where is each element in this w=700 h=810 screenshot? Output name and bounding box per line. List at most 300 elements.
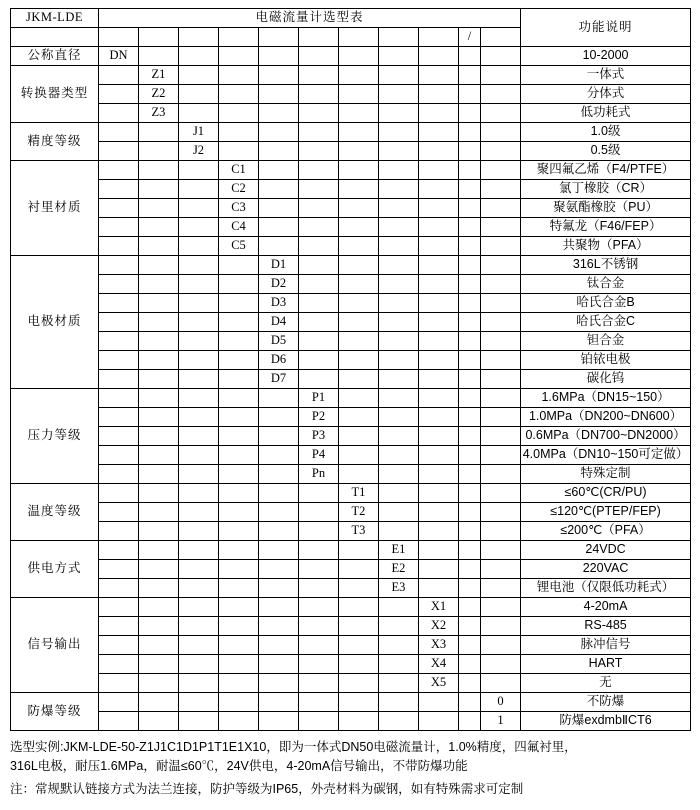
empty-cell bbox=[419, 541, 459, 560]
option-code[interactable]: D1 bbox=[259, 256, 299, 275]
category-label: 公称直径 bbox=[11, 47, 99, 66]
empty-cell bbox=[99, 484, 139, 503]
placeholder-box[interactable] bbox=[339, 28, 379, 47]
empty-cell bbox=[259, 712, 299, 731]
empty-cell bbox=[379, 522, 419, 541]
empty-cell bbox=[379, 237, 419, 256]
empty-cell bbox=[299, 332, 339, 351]
empty-cell bbox=[481, 66, 521, 85]
empty-cell bbox=[419, 560, 459, 579]
empty-cell bbox=[99, 256, 139, 275]
option-code[interactable]: C3 bbox=[219, 199, 259, 218]
empty-cell bbox=[339, 370, 379, 389]
empty-cell bbox=[219, 674, 259, 693]
empty-cell bbox=[419, 370, 459, 389]
empty-cell bbox=[379, 161, 419, 180]
option-description: 316L不锈钢 bbox=[521, 256, 691, 275]
category-label: 信号输出 bbox=[11, 598, 99, 693]
empty-cell bbox=[299, 655, 339, 674]
empty-cell bbox=[481, 85, 521, 104]
empty-cell bbox=[259, 484, 299, 503]
empty-cell bbox=[179, 237, 219, 256]
empty-cell bbox=[339, 294, 379, 313]
option-description: 4-20mA bbox=[521, 598, 691, 617]
empty-cell bbox=[481, 503, 521, 522]
empty-cell bbox=[259, 541, 299, 560]
option-code[interactable]: DN bbox=[99, 47, 139, 66]
slash-spacer bbox=[459, 123, 481, 142]
empty-cell bbox=[139, 351, 179, 370]
empty-cell bbox=[139, 408, 179, 427]
empty-cell bbox=[299, 560, 339, 579]
empty-cell bbox=[259, 161, 299, 180]
option-description: 哈氏合金B bbox=[521, 294, 691, 313]
option-code[interactable]: C4 bbox=[219, 218, 259, 237]
option-code[interactable]: J2 bbox=[179, 142, 219, 161]
table-row bbox=[11, 47, 691, 66]
option-code[interactable]: D4 bbox=[259, 313, 299, 332]
empty-cell bbox=[259, 66, 299, 85]
table-row bbox=[11, 104, 691, 123]
option-code[interactable]: X3 bbox=[419, 636, 459, 655]
option-code[interactable]: D5 bbox=[259, 332, 299, 351]
placeholder-box[interactable] bbox=[259, 28, 299, 47]
description-header: 功能说明 bbox=[521, 9, 691, 47]
empty-cell bbox=[299, 636, 339, 655]
slash-spacer bbox=[459, 389, 481, 408]
table-row bbox=[11, 313, 691, 332]
option-description: 220VAC bbox=[521, 560, 691, 579]
empty-cell bbox=[299, 484, 339, 503]
empty-cell bbox=[419, 522, 459, 541]
empty-cell bbox=[339, 408, 379, 427]
empty-cell bbox=[339, 541, 379, 560]
empty-cell bbox=[299, 541, 339, 560]
empty-cell bbox=[219, 313, 259, 332]
empty-cell bbox=[139, 655, 179, 674]
option-description: 氯丁橡胶（CR） bbox=[521, 180, 691, 199]
empty-cell bbox=[139, 370, 179, 389]
empty-cell bbox=[481, 579, 521, 598]
empty-cell bbox=[219, 142, 259, 161]
option-code[interactable]: C1 bbox=[219, 161, 259, 180]
slash-spacer bbox=[459, 636, 481, 655]
table-row bbox=[11, 674, 691, 693]
empty-cell bbox=[339, 332, 379, 351]
empty-cell bbox=[299, 712, 339, 731]
empty-cell bbox=[179, 427, 219, 446]
option-code[interactable]: X1 bbox=[419, 598, 459, 617]
placeholder-box[interactable] bbox=[99, 28, 139, 47]
table-row bbox=[11, 142, 691, 161]
option-description: 共聚物（PFA） bbox=[521, 237, 691, 256]
empty-cell bbox=[259, 85, 299, 104]
empty-cell bbox=[481, 123, 521, 142]
empty-cell bbox=[339, 579, 379, 598]
empty-cell bbox=[379, 85, 419, 104]
empty-cell bbox=[339, 655, 379, 674]
slash-spacer bbox=[459, 541, 481, 560]
empty-cell bbox=[179, 351, 219, 370]
category-label: 温度等级 bbox=[11, 484, 99, 541]
table-row bbox=[11, 180, 691, 199]
table-row bbox=[11, 579, 691, 598]
option-description: ≤120℃(PTEP/FEP) bbox=[521, 503, 691, 522]
option-code[interactable]: Z2 bbox=[139, 85, 179, 104]
option-code[interactable]: J1 bbox=[179, 123, 219, 142]
empty-cell bbox=[219, 47, 259, 66]
empty-cell bbox=[99, 161, 139, 180]
empty-cell bbox=[179, 636, 219, 655]
footer-line-3: 注：常规默认链接方式为法兰连接，防护等级为IP65，外壳材料为碳钢，如有特殊需求可定制 bbox=[10, 781, 524, 796]
empty-cell bbox=[339, 66, 379, 85]
option-code[interactable]: P1 bbox=[299, 389, 339, 408]
empty-cell bbox=[259, 389, 299, 408]
empty-cell bbox=[419, 408, 459, 427]
slash-spacer bbox=[459, 674, 481, 693]
empty-cell bbox=[299, 218, 339, 237]
empty-cell bbox=[259, 617, 299, 636]
empty-cell bbox=[219, 541, 259, 560]
empty-cell bbox=[379, 180, 419, 199]
empty-cell bbox=[419, 123, 459, 142]
empty-cell bbox=[99, 636, 139, 655]
option-description: 钛合金 bbox=[521, 275, 691, 294]
option-code[interactable]: E2 bbox=[379, 560, 419, 579]
empty-cell bbox=[99, 237, 139, 256]
slash-spacer bbox=[459, 693, 481, 712]
slash-spacer bbox=[459, 275, 481, 294]
empty-cell bbox=[379, 47, 419, 66]
category-label: 转换器类型 bbox=[11, 66, 99, 123]
empty-cell bbox=[379, 142, 419, 161]
option-description: RS-485 bbox=[521, 617, 691, 636]
slash-spacer bbox=[459, 560, 481, 579]
empty-cell bbox=[339, 85, 379, 104]
empty-cell bbox=[219, 66, 259, 85]
option-description: 1.0级 bbox=[521, 123, 691, 142]
empty-cell bbox=[481, 522, 521, 541]
option-description: 0.5级 bbox=[521, 142, 691, 161]
placeholder-box[interactable] bbox=[299, 28, 339, 47]
option-code[interactable]: P4 bbox=[299, 446, 339, 465]
empty-cell bbox=[139, 180, 179, 199]
empty-cell bbox=[299, 85, 339, 104]
table-row bbox=[11, 484, 691, 503]
empty-cell bbox=[379, 617, 419, 636]
empty-cell bbox=[299, 522, 339, 541]
empty-cell bbox=[99, 218, 139, 237]
footer-notes bbox=[10, 738, 690, 799]
empty-cell bbox=[219, 256, 259, 275]
empty-cell bbox=[379, 712, 419, 731]
table-row bbox=[11, 560, 691, 579]
empty-cell bbox=[419, 275, 459, 294]
empty-cell bbox=[379, 693, 419, 712]
empty-cell bbox=[139, 47, 179, 66]
option-code[interactable]: C5 bbox=[219, 237, 259, 256]
table-row bbox=[11, 256, 691, 275]
option-description: 不防爆 bbox=[521, 693, 691, 712]
empty-cell bbox=[259, 47, 299, 66]
empty-cell bbox=[379, 503, 419, 522]
option-code[interactable]: Z3 bbox=[139, 104, 179, 123]
empty-cell bbox=[259, 598, 299, 617]
option-code[interactable]: T2 bbox=[339, 503, 379, 522]
empty-cell bbox=[99, 66, 139, 85]
empty-cell bbox=[481, 408, 521, 427]
empty-cell bbox=[379, 598, 419, 617]
option-code[interactable]: Pn bbox=[299, 465, 339, 484]
empty-cell bbox=[219, 465, 259, 484]
model-code-cell: JKM-LDE bbox=[11, 9, 99, 28]
option-description: ≤60℃(CR/PU) bbox=[521, 484, 691, 503]
empty-cell bbox=[99, 408, 139, 427]
empty-cell bbox=[259, 427, 299, 446]
option-code[interactable]: D6 bbox=[259, 351, 299, 370]
placeholder-spacer bbox=[11, 28, 99, 47]
empty-cell bbox=[179, 180, 219, 199]
empty-cell bbox=[259, 199, 299, 218]
selection-table bbox=[10, 8, 691, 731]
empty-cell bbox=[299, 237, 339, 256]
slash-spacer bbox=[459, 294, 481, 313]
empty-cell bbox=[481, 636, 521, 655]
option-description: 10-2000 bbox=[521, 47, 691, 66]
slash-spacer bbox=[459, 617, 481, 636]
empty-cell bbox=[339, 104, 379, 123]
option-description: 一体式 bbox=[521, 66, 691, 85]
option-code[interactable]: X4 bbox=[419, 655, 459, 674]
empty-cell bbox=[259, 579, 299, 598]
empty-cell bbox=[139, 712, 179, 731]
empty-cell bbox=[339, 313, 379, 332]
option-code[interactable]: E1 bbox=[379, 541, 419, 560]
empty-cell bbox=[419, 693, 459, 712]
empty-cell bbox=[139, 256, 179, 275]
table-row bbox=[11, 218, 691, 237]
empty-cell bbox=[219, 579, 259, 598]
empty-cell bbox=[481, 199, 521, 218]
table-row bbox=[11, 294, 691, 313]
placeholder-box[interactable] bbox=[419, 28, 459, 47]
empty-cell bbox=[139, 332, 179, 351]
empty-cell bbox=[481, 484, 521, 503]
empty-cell bbox=[139, 503, 179, 522]
empty-cell bbox=[481, 180, 521, 199]
empty-cell bbox=[379, 351, 419, 370]
category-label: 衬里材质 bbox=[11, 161, 99, 256]
table-row bbox=[11, 503, 691, 522]
option-description: 1.0MPa（DN200~DN600） bbox=[521, 408, 691, 427]
empty-cell bbox=[219, 598, 259, 617]
empty-cell bbox=[179, 408, 219, 427]
placeholder-box[interactable] bbox=[219, 28, 259, 47]
table-row bbox=[11, 275, 691, 294]
option-description: HART bbox=[521, 655, 691, 674]
empty-cell bbox=[339, 123, 379, 142]
empty-cell bbox=[139, 142, 179, 161]
empty-cell bbox=[179, 104, 219, 123]
slash-spacer bbox=[459, 522, 481, 541]
option-code[interactable]: Z1 bbox=[139, 66, 179, 85]
empty-cell bbox=[481, 256, 521, 275]
option-description: 防爆exdmbⅡCT6 bbox=[521, 712, 691, 731]
empty-cell bbox=[299, 66, 339, 85]
empty-cell bbox=[219, 560, 259, 579]
placeholder-box[interactable] bbox=[139, 28, 179, 47]
empty-cell bbox=[179, 465, 219, 484]
empty-cell bbox=[99, 142, 139, 161]
empty-cell bbox=[379, 465, 419, 484]
option-code[interactable]: P3 bbox=[299, 427, 339, 446]
empty-cell bbox=[259, 408, 299, 427]
option-description: 聚氨酯橡胶（PU） bbox=[521, 199, 691, 218]
option-code[interactable]: T1 bbox=[339, 484, 379, 503]
empty-cell bbox=[179, 503, 219, 522]
option-code[interactable]: D2 bbox=[259, 275, 299, 294]
slash-spacer bbox=[459, 180, 481, 199]
empty-cell bbox=[419, 465, 459, 484]
empty-cell bbox=[139, 579, 179, 598]
empty-cell bbox=[379, 275, 419, 294]
option-code[interactable]: X5 bbox=[419, 674, 459, 693]
empty-cell bbox=[379, 332, 419, 351]
empty-cell bbox=[139, 389, 179, 408]
empty-cell bbox=[179, 332, 219, 351]
empty-cell bbox=[481, 560, 521, 579]
empty-cell bbox=[139, 123, 179, 142]
placeholder-box[interactable] bbox=[379, 28, 419, 47]
empty-cell bbox=[179, 617, 219, 636]
option-code[interactable]: 0 bbox=[481, 693, 521, 712]
empty-cell bbox=[419, 237, 459, 256]
slash-spacer bbox=[459, 446, 481, 465]
empty-cell bbox=[379, 313, 419, 332]
empty-cell bbox=[99, 427, 139, 446]
empty-cell bbox=[139, 693, 179, 712]
empty-cell bbox=[219, 351, 259, 370]
empty-cell bbox=[419, 256, 459, 275]
category-label: 电极材质 bbox=[11, 256, 99, 389]
empty-cell bbox=[259, 560, 299, 579]
empty-cell bbox=[339, 712, 379, 731]
empty-cell bbox=[299, 142, 339, 161]
option-description: 24VDC bbox=[521, 541, 691, 560]
slash-spacer bbox=[459, 66, 481, 85]
table-row bbox=[11, 408, 691, 427]
empty-cell bbox=[339, 199, 379, 218]
empty-cell bbox=[259, 104, 299, 123]
table-row bbox=[11, 465, 691, 484]
empty-cell bbox=[481, 465, 521, 484]
empty-cell bbox=[299, 313, 339, 332]
empty-cell bbox=[99, 332, 139, 351]
slash-spacer bbox=[459, 85, 481, 104]
empty-cell bbox=[139, 161, 179, 180]
slash-spacer bbox=[459, 47, 481, 66]
empty-cell bbox=[259, 180, 299, 199]
empty-cell bbox=[339, 598, 379, 617]
empty-cell bbox=[299, 294, 339, 313]
empty-cell bbox=[179, 199, 219, 218]
empty-cell bbox=[379, 123, 419, 142]
option-code[interactable]: P2 bbox=[299, 408, 339, 427]
empty-cell bbox=[219, 408, 259, 427]
empty-cell bbox=[219, 275, 259, 294]
empty-cell bbox=[139, 560, 179, 579]
empty-cell bbox=[99, 655, 139, 674]
empty-cell bbox=[419, 142, 459, 161]
empty-cell bbox=[379, 104, 419, 123]
table-row bbox=[11, 427, 691, 446]
placeholder-box[interactable] bbox=[481, 28, 521, 47]
empty-cell bbox=[379, 294, 419, 313]
option-code[interactable]: E3 bbox=[379, 579, 419, 598]
empty-cell bbox=[139, 275, 179, 294]
empty-cell bbox=[339, 446, 379, 465]
empty-cell bbox=[299, 256, 339, 275]
table-row bbox=[11, 389, 691, 408]
empty-cell bbox=[339, 275, 379, 294]
empty-cell bbox=[419, 503, 459, 522]
empty-cell bbox=[481, 427, 521, 446]
empty-cell bbox=[339, 465, 379, 484]
empty-cell bbox=[419, 484, 459, 503]
empty-cell bbox=[99, 351, 139, 370]
empty-cell bbox=[481, 389, 521, 408]
slash-spacer bbox=[459, 256, 481, 275]
empty-cell bbox=[419, 66, 459, 85]
option-code[interactable]: D3 bbox=[259, 294, 299, 313]
table-row bbox=[11, 332, 691, 351]
empty-cell bbox=[481, 237, 521, 256]
empty-cell bbox=[379, 408, 419, 427]
slash-spacer bbox=[459, 465, 481, 484]
empty-cell bbox=[379, 484, 419, 503]
table-row bbox=[11, 541, 691, 560]
option-code[interactable]: D7 bbox=[259, 370, 299, 389]
empty-cell bbox=[481, 370, 521, 389]
option-code[interactable]: T3 bbox=[339, 522, 379, 541]
empty-cell bbox=[481, 161, 521, 180]
empty-cell bbox=[481, 655, 521, 674]
empty-cell bbox=[99, 389, 139, 408]
empty-cell bbox=[419, 104, 459, 123]
empty-cell bbox=[99, 446, 139, 465]
empty-cell bbox=[481, 218, 521, 237]
empty-cell bbox=[299, 693, 339, 712]
table-row bbox=[11, 636, 691, 655]
placeholder-box[interactable] bbox=[179, 28, 219, 47]
empty-cell bbox=[179, 66, 219, 85]
slash-spacer bbox=[459, 579, 481, 598]
option-code[interactable]: C2 bbox=[219, 180, 259, 199]
empty-cell bbox=[299, 503, 339, 522]
option-code[interactable]: 1 bbox=[481, 712, 521, 731]
option-description: 铂铱电极 bbox=[521, 351, 691, 370]
empty-cell bbox=[299, 47, 339, 66]
footer-line-2: 316L电极，耐压1.6MPa，耐温≤60℃，24V供电，4-20mA信号输出，不带防爆功能 bbox=[10, 759, 468, 774]
empty-cell bbox=[259, 655, 299, 674]
footer-line-1: 选型实例:JKM-LDE-50-Z1J1C1D1P1T1E1X10，即为一体式DN50电磁流量计，1.0%精度，四氟衬里， bbox=[10, 740, 577, 754]
empty-cell bbox=[99, 275, 139, 294]
empty-cell bbox=[259, 674, 299, 693]
empty-cell bbox=[419, 427, 459, 446]
empty-cell bbox=[419, 47, 459, 66]
option-description: 1.6MPa（DN15~150） bbox=[521, 389, 691, 408]
option-code[interactable]: X2 bbox=[419, 617, 459, 636]
